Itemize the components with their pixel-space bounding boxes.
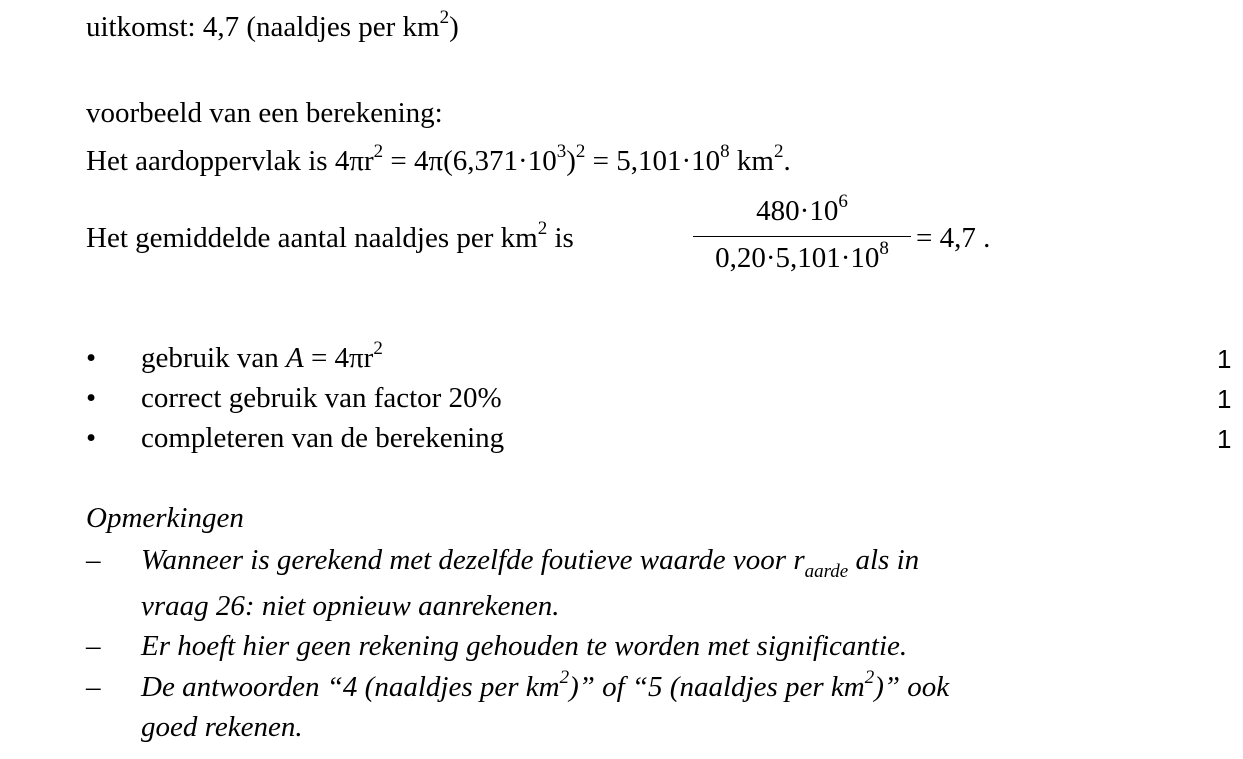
criterion-2-score: 1 [1217, 384, 1232, 414]
area-formula-exp: 3 [556, 141, 567, 162]
numerator-text: 480·10 [756, 195, 839, 227]
remark-1-text: Wanneer is gerekend met dezelfde foutieve waarde voor r [141, 544, 805, 576]
area-formula-part: ) [566, 145, 576, 177]
remark-1-line-1 [141, 544, 920, 582]
area-period: . [783, 145, 791, 177]
density-fraction [693, 191, 911, 274]
remark-3-line-2: goed rekenen. [141, 711, 303, 743]
criterion-3-score: 1 [1217, 424, 1232, 454]
remark-3-text-c: )” ook [874, 671, 950, 703]
numerator-exp: 6 [838, 191, 848, 212]
remark-3-line-1 [141, 667, 950, 703]
uitkomst-line [86, 7, 459, 43]
area-prefix: Het aardoppervlak is [86, 145, 335, 177]
remark-2: Er hoeft hier geen rekening gehouden te worden met significantie. [141, 630, 908, 662]
remark-3-text-a: De antwoorden “4 (naaldjes per km [141, 671, 560, 703]
voorbeeld-heading: voorbeeld van een berekening: [86, 97, 443, 129]
dash-icon: – [86, 544, 101, 576]
criterion-1-formula: = 4πr [303, 342, 374, 374]
bullet-icon: • [86, 382, 97, 414]
area-formula-exp: 2 [373, 141, 384, 162]
criterion-1-score: 1 [1217, 344, 1232, 374]
remark-3-text-b: )” of “5 (naaldjes per km [569, 671, 865, 703]
fraction-bar [693, 236, 911, 237]
density-calculation-line [86, 218, 574, 254]
density-prefix: Het gemiddelde aantal naaldjes per km [86, 222, 538, 254]
remark-1-text-post: als in [848, 544, 920, 576]
area-formula-part: 4πr [334, 145, 374, 177]
criterion-1-exp: 2 [373, 338, 383, 359]
area-unit: km [729, 145, 774, 177]
remark-3-exp-a: 2 [559, 667, 570, 688]
criterion-1 [141, 338, 383, 374]
uitkomst-unit-close: ) [449, 11, 459, 43]
criterion-1-var: A [285, 342, 304, 374]
remark-3-exp-b: 2 [864, 667, 875, 688]
area-formula-part: = 5,101·10 [585, 145, 721, 177]
fraction-numerator [693, 191, 911, 233]
denominator-text: 0,20·5,101·10 [715, 242, 880, 274]
bullet-icon: • [86, 342, 97, 374]
area-formula-part: = 4π(6,371·10 [383, 145, 557, 177]
uitkomst-value: 4,7 [202, 11, 240, 43]
density-prefix-exp: 2 [537, 218, 548, 239]
uitkomst-unit: (naaldjes per km [239, 11, 440, 43]
density-is: is [547, 222, 574, 254]
dash-icon: – [86, 671, 101, 703]
area-formula-exp: 2 [575, 141, 586, 162]
uitkomst-prefix: uitkomst: [86, 11, 203, 43]
denominator-exp: 8 [879, 238, 889, 259]
density-result: = 4,7 . [916, 222, 991, 254]
area-calculation-line [86, 141, 791, 177]
criterion-1-pre: gebruik van [141, 342, 286, 374]
bullet-icon: • [86, 422, 97, 454]
area-unit-exp: 2 [773, 141, 784, 162]
dash-icon: – [86, 630, 101, 662]
uitkomst-unit-exponent: 2 [439, 7, 450, 28]
remark-1-subscript: aarde [804, 561, 849, 582]
opmerkingen-heading: Opmerkingen [86, 502, 244, 534]
remark-1-line-2: vraag 26: niet opnieuw aanrekenen. [141, 590, 560, 622]
criterion-3: completeren van de berekening [141, 422, 505, 454]
fraction-denominator [693, 238, 911, 274]
criterion-2: correct gebruik van factor 20% [141, 382, 502, 414]
area-formula-exp: 8 [720, 141, 730, 162]
